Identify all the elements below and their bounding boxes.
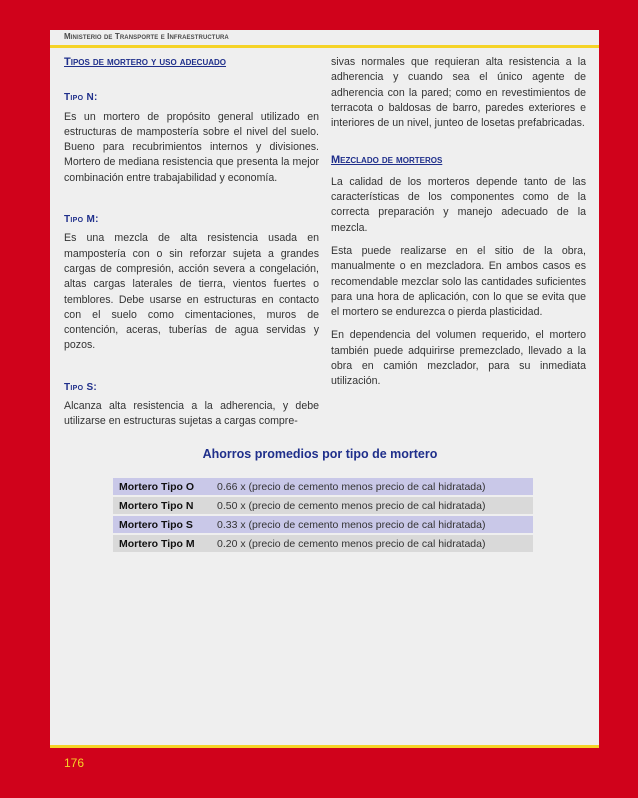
table-row bbox=[113, 535, 533, 552]
table-row bbox=[113, 478, 533, 495]
paragraph-continuation: sivas normales que requieran alta resistencia a la adherencia y cuando sea el único agente de adherencia con la pared; como en revestimientos de terracota o baldosas de barro, paredes exteriores e interiores de un nivel, junteo de losetas prefabricadas. bbox=[331, 56, 586, 130]
paragraph-mezclado-1: La calidad de los morteros depende tanto de las características de los componentes como de la correcta preparación y manejo adecuado de la mezcla. bbox=[331, 175, 586, 234]
section-title-tipos: Tipos de mortero y uso adecuado bbox=[64, 56, 227, 68]
footer-divider bbox=[50, 745, 599, 748]
row-label: Mortero Tipo M bbox=[113, 535, 211, 552]
table-row bbox=[113, 497, 533, 514]
left-column bbox=[64, 55, 319, 430]
subheading-tipo-s: Tipo S: bbox=[64, 381, 98, 393]
paragraph-tipo-m: Es una mezcla de alta resistencia usada en mampostería con o sin reforzar sujeta a grandes cargas de compresión, acción severa a congelación, altas cargas laterales de tierra, vientos fuertes o temblores. Debe usarse en estructuras en contacto con el suelo como cimentaciones, muros de contención, aceras, tuberías de agua servidas y pozos. bbox=[64, 232, 319, 352]
running-header: Ministerio de Transporte e Infraestructura bbox=[64, 32, 229, 41]
row-value: 0.66 x (precio de cemento menos precio de cal hidratada) bbox=[211, 478, 533, 495]
row-value: 0.20 x (precio de cemento menos precio de cal hidratada) bbox=[211, 535, 533, 552]
page-number: 176 bbox=[64, 756, 85, 770]
savings-table bbox=[113, 476, 533, 554]
page-frame-top bbox=[0, 0, 638, 30]
header-divider bbox=[50, 45, 599, 48]
page-frame-left bbox=[0, 0, 50, 798]
paragraph-mezclado-3: En dependencia del volumen requerido, el mortero también puede adquirirse premezclado, llevado a la obra en camión mezclador, para su inmediata utilización. bbox=[331, 329, 586, 388]
subheading-tipo-n: Tipo N: bbox=[64, 92, 98, 104]
table-title: Ahorros promedios por tipo de mortero bbox=[202, 447, 438, 461]
row-value: 0.50 x (precio de cemento menos precio de cal hidratada) bbox=[211, 497, 533, 514]
row-label: Mortero Tipo O bbox=[113, 478, 211, 495]
section-title-mezclado: Mezclado de morteros bbox=[331, 154, 443, 167]
row-label: Mortero Tipo N bbox=[113, 497, 211, 514]
paragraph-tipo-n: Es un mortero de propósito general utilizado en estructuras de mampostería sobre el nivel del suelo. Bueno para recubrimientos internos y divisiones. Mortero de mediana resistencia que presenta la mejor combinación entre trabajabilidad y economía. bbox=[64, 110, 319, 184]
page-frame-bottom bbox=[0, 745, 638, 798]
paragraph-tipo-s: Alcanza alta resistencia a la adherencia, y debe utilizarse en estructuras sujetas a cargas compre- bbox=[64, 400, 319, 428]
subheading-tipo-m: Tipo M: bbox=[64, 214, 99, 226]
page-frame-right bbox=[599, 0, 638, 798]
row-label: Mortero Tipo S bbox=[113, 516, 211, 533]
right-column bbox=[331, 55, 586, 390]
paragraph-mezclado-2: Esta puede realizarse en el sitio de la obra, manualmente o en mezcladora. En ambos casos es recomendable mezclar solo las cantidades suficientes para una hora de aplicación, con lo que se evita que el mortero se endurezca o pierda plasticidad. bbox=[331, 244, 586, 319]
row-value: 0.33 x (precio de cemento menos precio de cal hidratada) bbox=[211, 516, 533, 533]
table-row bbox=[113, 516, 533, 533]
